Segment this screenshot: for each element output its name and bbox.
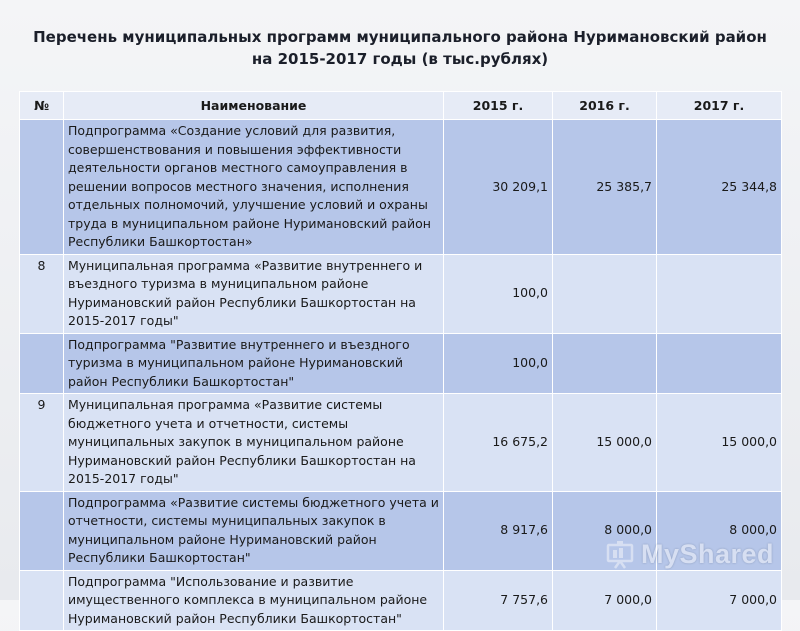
- watermark-text: MyShared: [641, 538, 775, 569]
- row-value-2015: 8 917,6: [444, 491, 553, 570]
- table-row: [20, 120, 782, 255]
- row-value-2015: 100,0: [444, 333, 553, 394]
- table-row: [20, 254, 782, 333]
- row-value-2015: 30 209,1: [444, 120, 553, 255]
- header-name: Наименование: [64, 92, 444, 120]
- row-value-2016: 25 385,7: [553, 120, 657, 255]
- row-value-2017: [657, 254, 782, 333]
- row-name: Подпрограмма "Развитие внутреннего и въездного туризма в муниципальном районе Нуримановский район Республики Башкортостан": [64, 333, 444, 394]
- row-name: Подпрограмма «Развитие системы бюджетного учета и отчетности, системы муниципальных закупок в муниципальном районе Нуримановский район Республики Башкортостан": [64, 491, 444, 570]
- row-number: [20, 491, 64, 570]
- row-name: Подпрограмма «Создание условий для развития, совершенствования и повышения эффективности деятельности органов местного самоуправления в решении вопросов местного значения, исполнения отдельных полномочий, улучшение условий и охраны труда в муниципальном районе Нуримановский район Республики Башкортостан»: [64, 120, 444, 255]
- row-name: Подпрограмма "Использование и развитие имущественного комплекса в муниципальном районе Нуримановский район Республики Башкортостан": [64, 570, 444, 631]
- header-number: №: [20, 92, 64, 120]
- row-value-2015: 16 675,2: [444, 394, 553, 492]
- title-line-2: на 2015-2017 годы (в тыс.рублях): [251, 50, 549, 68]
- row-number: 8: [20, 254, 64, 333]
- row-value-2016: [553, 333, 657, 394]
- table-row: [20, 570, 782, 631]
- header-2017: 2017 г.: [657, 92, 782, 120]
- row-value-2016: 8 000,0: [553, 491, 657, 570]
- row-value-2015: 100,0: [444, 254, 553, 333]
- row-number: 9: [20, 394, 64, 492]
- watermark: [605, 536, 795, 572]
- title-line-1: Перечень муниципальных программ муниципального района Нуримановский район: [33, 28, 767, 46]
- presentation-board-icon: [605, 539, 635, 569]
- row-value-2015: 7 757,6: [444, 570, 553, 631]
- row-value-2016: 7 000,0: [553, 570, 657, 631]
- page-title: [0, 26, 800, 70]
- row-number: [20, 120, 64, 255]
- row-number: [20, 333, 64, 394]
- header-2015: 2015 г.: [444, 92, 553, 120]
- row-value-2017: 25 344,8: [657, 120, 782, 255]
- header-2016: 2016 г.: [553, 92, 657, 120]
- row-value-2017: 8 000,0: [657, 491, 782, 570]
- row-value-2017: [657, 333, 782, 394]
- table-row: [20, 394, 782, 492]
- table-header-row: [20, 92, 782, 120]
- row-value-2016: [553, 254, 657, 333]
- row-name: Муниципальная программа «Развитие внутреннего и въездного туризма в муниципальном районе Нуримановский район Республики Башкортостан на 2015-2017 годы": [64, 254, 444, 333]
- row-value-2017: 7 000,0: [657, 570, 782, 631]
- row-number: [20, 570, 64, 631]
- row-value-2017: 15 000,0: [657, 394, 782, 492]
- row-name: Муниципальная программа «Развитие системы бюджетного учета и отчетности, системы муниципальных закупок в муниципальном районе Нуримановский район Республики Башкортостан на 2015-2017 годы": [64, 394, 444, 492]
- row-value-2016: 15 000,0: [553, 394, 657, 492]
- table-row: [20, 333, 782, 394]
